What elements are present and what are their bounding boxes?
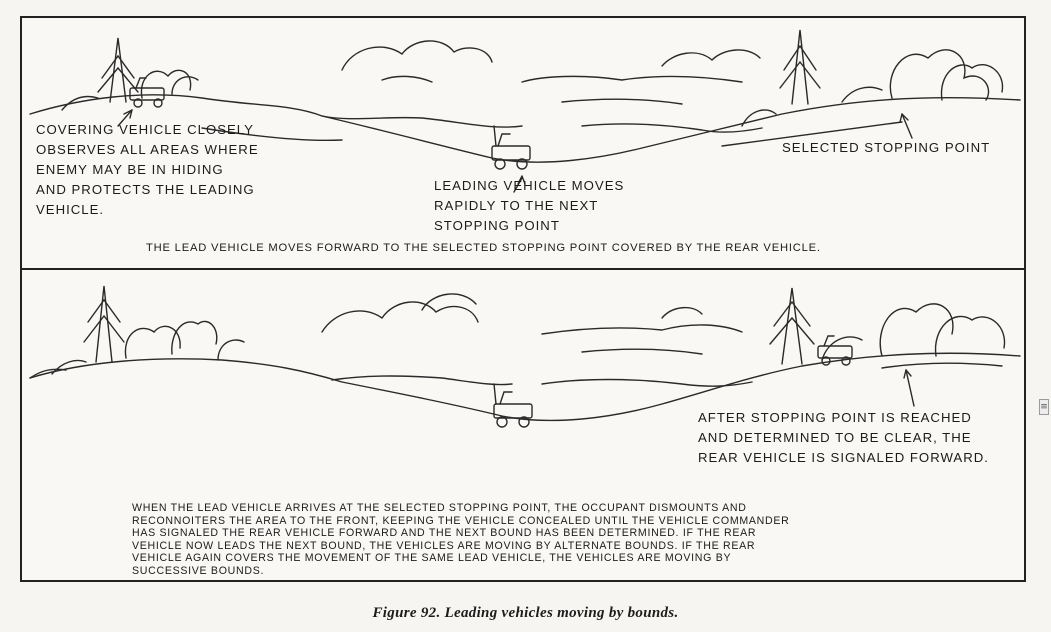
paragraph-line: VEHICLE NOW LEADS THE NEXT BOUND, THE VEHICLES ARE MOVING BY ALTERNATE BOUNDS. IF THE REAR (132, 539, 756, 552)
paragraph-line: HAS SIGNALED THE REAR VEHICLE FORWARD AND THE NEXT BOUND HAS BEEN DETERMINED. IF THE REAR (132, 527, 757, 540)
covering-vehicle-label-line: OBSERVES ALL AREAS WHERE (36, 142, 259, 157)
paragraph-line: RECONNOITERS THE AREA TO THE FRONT, KEEPING THE VEHICLE CONCEALED UNTIL THE VEHICLE COMMANDER (132, 514, 790, 527)
selected-stopping-point-label: SELECTED STOPPING POINT (782, 140, 991, 155)
covering-vehicle-label (36, 120, 259, 220)
paragraph-line: SUCCESSIVE BOUNDS. (132, 564, 265, 577)
after-stopping-point-label-line: AFTER STOPPING POINT IS REACHED (698, 410, 972, 425)
after-stopping-point-label-line: AND DETERMINED TO BE CLEAR, THE (698, 430, 972, 445)
covering-vehicle-label-line: COVERING VEHICLE CLOSELY (36, 122, 254, 137)
after-stopping-point-label-line: REAR VEHICLE IS SIGNALED FORWARD. (698, 450, 989, 465)
paragraph-line: VEHICLE AGAIN COVERS THE MOVEMENT OF THE SAME LEAD VEHICLE, THE VEHICLES ARE MOVING BY (132, 552, 732, 565)
covering-vehicle-label-line: AND PROTECTS THE LEADING (36, 182, 255, 197)
bottom-panel-paragraph (132, 502, 789, 578)
scroll-handle-icon[interactable]: ≡ (1039, 399, 1049, 415)
leading-vehicle-label (434, 176, 624, 236)
top-panel-caption: THE LEAD VEHICLE MOVES FORWARD TO THE SELECTED STOPPING POINT COVERED BY THE REAR VEHICLE. (146, 242, 821, 254)
covering-vehicle-label-line: ENEMY MAY BE IN HIDING (36, 162, 224, 177)
covering-vehicle-label-line: VEHICLE. (36, 202, 105, 217)
leading-vehicle-label-line: LEADING VEHICLE MOVES (434, 178, 625, 193)
figure-caption: Figure 92. Leading vehicles moving by bounds. (372, 605, 679, 621)
paragraph-line: WHEN THE LEAD VEHICLE ARRIVES AT THE SELECTED STOPPING POINT, THE OCCUPANT DISMOUNTS AND (132, 502, 747, 514)
leading-vehicle-label-line: RAPIDLY TO THE NEXT (434, 198, 599, 213)
leading-vehicle-label-line: STOPPING POINT (434, 218, 560, 233)
top-panel (22, 18, 1024, 268)
bottom-panel (22, 270, 1024, 580)
after-stopping-point-label (698, 408, 989, 468)
